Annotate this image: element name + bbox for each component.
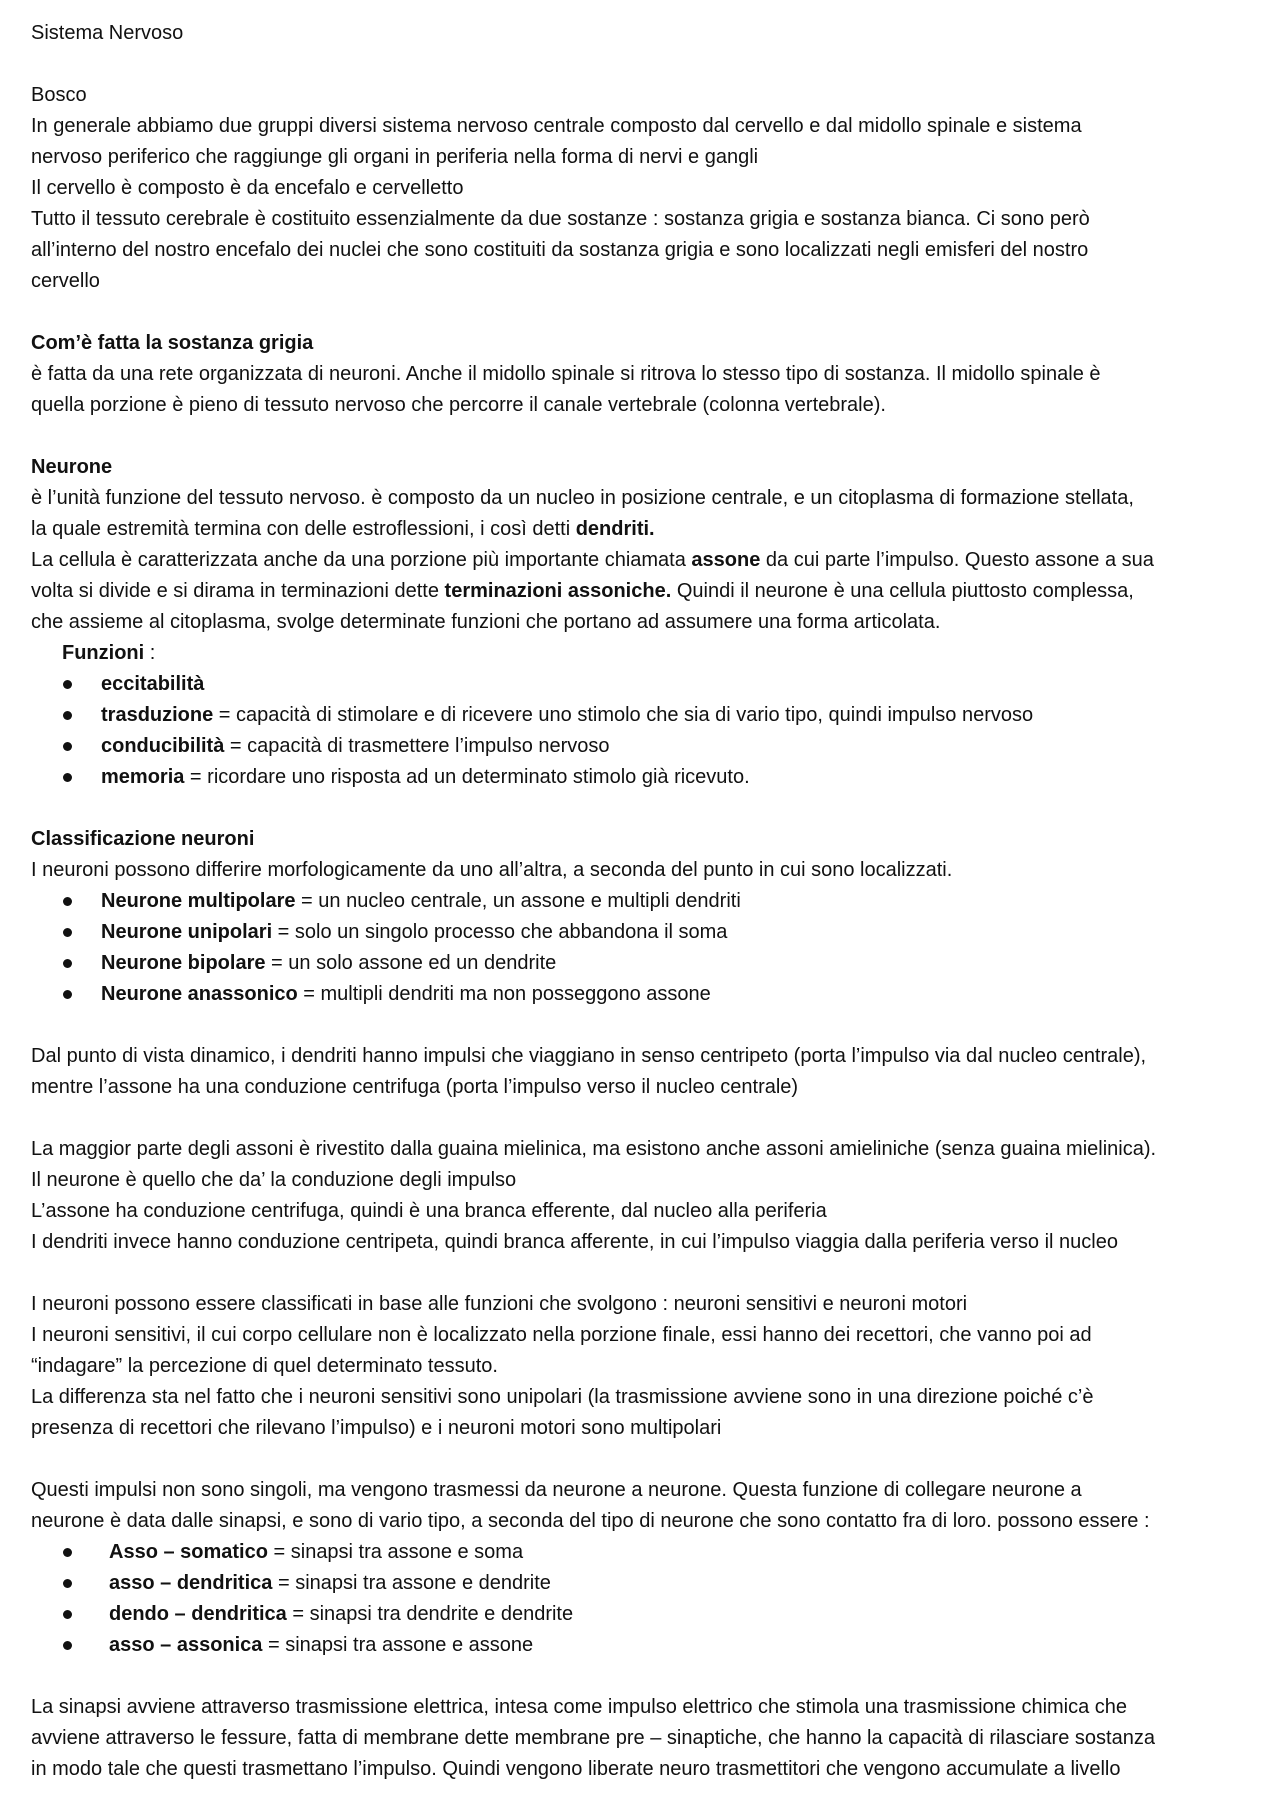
list-item	[31, 1599, 1263, 1630]
bold-term: Neurone anassonico	[101, 983, 298, 1005]
bullet-icon	[63, 959, 72, 968]
paragraph-line	[31, 576, 1263, 607]
item-desc: = solo un singolo processo che abbandona il soma	[272, 921, 728, 943]
item-desc: = multipli dendriti ma non posseggono assone	[297, 983, 711, 1005]
spacer	[31, 297, 1263, 328]
text-run: Quindi il neurone è una cellula piuttosto complessa,	[671, 580, 1134, 602]
list-item	[31, 1630, 1263, 1661]
bullet-icon	[63, 711, 72, 720]
bold-term: asso – dendritica	[109, 1572, 273, 1594]
bold-term: conducibilità	[101, 735, 225, 757]
text-run: la quale estremità termina con delle estroflessioni, i così detti	[31, 518, 576, 540]
paragraph-line: in modo tale che questi trasmettano l’impulso. Quindi vengono liberate neuro trasmettitori che vengono accumulate a livello	[31, 1758, 1121, 1780]
bullet-icon	[63, 1610, 72, 1619]
paragraph-line: Il neurone è quello che da’ la conduzione degli impulso	[31, 1169, 517, 1191]
paragraph-line: I neuroni possono differire morfologicamente da uno all’altra, a seconda del punto in cui sono localizzati.	[31, 859, 953, 881]
spacer	[31, 1010, 1263, 1041]
bold-term: assone	[691, 549, 761, 571]
mielina-paragraph	[31, 1134, 1263, 1258]
item-desc: = sinapsi tra assone e assone	[262, 1634, 534, 1656]
funzionale-paragraph	[31, 1289, 1263, 1444]
text-run: da cui parte l’impulso. Questo assone a sua	[760, 549, 1154, 571]
paragraph-line: Dal punto di vista dinamico, i dendriti hanno impulsi che viaggiano in senso centripeto (porta l’impulso via dal nucleo centrale),	[31, 1045, 1147, 1067]
bold-term: asso – assonica	[109, 1634, 263, 1656]
paragraph-line: quella porzione è pieno di tessuto nervoso che percorre il canale vertebrale (colonna vertebrale).	[31, 394, 886, 416]
bold-term: trasduzione	[101, 704, 214, 726]
spacer	[31, 421, 1263, 452]
spacer	[31, 1103, 1263, 1134]
item-desc: = sinapsi tra assone e soma	[267, 1541, 524, 1563]
item-desc: = un nucleo centrale, un assone e multipli dendriti	[295, 890, 741, 912]
spacer	[31, 1444, 1263, 1475]
paragraph-line: I neuroni possono essere classificati in base alle funzioni che svolgono : neuroni sensitivi e neuroni motori	[31, 1293, 968, 1315]
list-item	[31, 1537, 1263, 1568]
bold-term: terminazioni assoniche.	[444, 580, 672, 602]
text-run: :	[144, 642, 156, 664]
bullet-icon	[63, 928, 72, 937]
paragraph-line: cervello	[31, 270, 100, 292]
section-sostanza-grigia	[31, 328, 1263, 421]
list-item	[31, 1568, 1263, 1599]
list-item	[31, 948, 1263, 979]
section-neurone	[31, 452, 1263, 793]
bold-term: Neurone bipolare	[101, 952, 266, 974]
spacer	[31, 793, 1263, 824]
paragraph-line: all’interno del nostro encefalo dei nuclei che sono costituiti da sostanza grigia e sono localizzati negli emisferi del nostro	[31, 239, 1089, 261]
bold-term: Neurone unipolari	[101, 921, 273, 943]
bullet-icon	[63, 1548, 72, 1557]
dinamico-paragraph	[31, 1041, 1263, 1103]
bold-term: dendo – dendritica	[109, 1603, 287, 1625]
section-heading: Neurone	[31, 456, 113, 478]
bold-term: Asso – somatico	[109, 1541, 268, 1563]
document-page	[31, 18, 1263, 1785]
item-desc: = sinapsi tra assone e dendrite	[272, 1572, 551, 1594]
list-item	[31, 700, 1263, 731]
list-item	[31, 886, 1263, 917]
classificazione-list	[31, 886, 1263, 1010]
item-desc: = ricordare uno risposta ad un determinato stimolo già ricevuto.	[184, 766, 750, 788]
funzioni-list	[31, 669, 1263, 793]
paragraph-line: avviene attraverso le fessure, fatta di membrane dette membrane pre – sinaptiche, che hanno la capacità di rilasciare sostanza	[31, 1727, 1155, 1749]
bullet-icon	[63, 897, 72, 906]
spacer	[31, 1661, 1263, 1692]
funzioni-label	[31, 638, 1263, 669]
section-heading: Classificazione neuroni	[31, 828, 255, 850]
paragraph-line: La sinapsi avviene attraverso trasmissione elettrica, intesa come impulso elettrico che stimola una trasmissione chimica che	[31, 1696, 1128, 1718]
paragraph-line: nervoso periferico che raggiunge gli organi in periferia nella forma di nervi e gangli	[31, 146, 759, 168]
list-item	[31, 762, 1263, 793]
paragraph-line	[31, 545, 1263, 576]
item-desc: = capacità di stimolare e di ricevere uno stimolo che sia di vario tipo, quindi impulso nervoso	[213, 704, 1034, 726]
paragraph-line: I neuroni sensitivi, il cui corpo cellulare non è localizzato nella porzione finale, essi hanno dei recettori, che vanno poi ad	[31, 1324, 1092, 1346]
bullet-icon	[63, 680, 72, 689]
paragraph-line: che assieme al citoplasma, svolge determinate funzioni che portano ad assumere una forma articolata.	[31, 611, 941, 633]
bold-term: eccitabilità	[101, 673, 205, 695]
bold-term: Funzioni	[62, 642, 145, 664]
bullet-icon	[63, 990, 72, 999]
paragraph-line: L’assone ha conduzione centrifuga, quindi è una branca efferente, dal nucleo alla periferia	[31, 1200, 827, 1222]
list-item	[31, 669, 1263, 700]
paragraph-line: La maggior parte degli assoni è rivestito dalla guaina mielinica, ma esistono anche assoni amieliniche (senza guaina mielinica).	[31, 1138, 1157, 1160]
document-title: Sistema Nervoso	[31, 22, 184, 44]
paragraph-line: Questi impulsi non sono singoli, ma vengono trasmessi da neurone a neurone. Questa funzione di collegare neurone a	[31, 1479, 1082, 1501]
bullet-icon	[63, 742, 72, 751]
intro-paragraph	[31, 111, 1263, 297]
section-classificazione	[31, 824, 1263, 1010]
trasmissione-paragraph	[31, 1692, 1263, 1785]
item-desc: = un solo assone ed un dendrite	[265, 952, 557, 974]
paragraph-line: In generale abbiamo due gruppi diversi sistema nervoso centrale composto dal cervello e dal midollo spinale e sistema	[31, 115, 1082, 137]
paragraph-line: neurone è data dalle sinapsi, e sono di vario tipo, a seconda del tipo di neurone che sono contatto fra di loro. possono essere :	[31, 1510, 1150, 1532]
bullet-icon	[63, 773, 72, 782]
paragraph-line: mentre l’assone ha una conduzione centrifuga (porta l’impulso verso il nucleo centrale)	[31, 1076, 799, 1098]
paragraph-line: è l’unità funzione del tessuto nervoso. è composto da un nucleo in posizione centrale, e un citoplasma di formazione stellata,	[31, 487, 1134, 509]
item-desc: = sinapsi tra dendrite e dendrite	[286, 1603, 574, 1625]
paragraph-line: I dendriti invece hanno conduzione centripeta, quindi branca afferente, in cui l’impulso viaggia dalla periferia verso il nucleo	[31, 1231, 1118, 1253]
paragraph-line: La differenza sta nel fatto che i neuroni sensitivi sono unipolari (la trasmissione avviene sono in una direzione poiché c’è	[31, 1386, 1094, 1408]
item-desc: = capacità di trasmettere l’impulso nervoso	[224, 735, 610, 757]
paragraph-line: Il cervello è composto è da encefalo e cervelletto	[31, 177, 464, 199]
spacer	[31, 1258, 1263, 1289]
bold-term: memoria	[101, 766, 185, 788]
text-run: volta si divide e si dirama in terminazioni dette	[31, 580, 445, 602]
bullet-icon	[63, 1579, 72, 1588]
paragraph-line	[31, 514, 1263, 545]
author-name: Bosco	[31, 84, 87, 106]
paragraph-line: è fatta da una rete organizzata di neuroni. Anche il midollo spinale si ritrova lo stesso tipo di sostanza. Il midollo spinale è	[31, 363, 1101, 385]
section-heading: Com’è fatta la sostanza grigia	[31, 332, 314, 354]
text-run: La cellula è caratterizzata anche da una porzione più importante chiamata	[31, 549, 692, 571]
bold-term: dendriti.	[575, 518, 655, 540]
list-item	[31, 917, 1263, 948]
section-sinapsi	[31, 1475, 1263, 1661]
bullet-icon	[63, 1641, 72, 1650]
list-item	[31, 979, 1263, 1010]
spacer	[31, 49, 1263, 80]
bold-term: Neurone multipolare	[101, 890, 296, 912]
paragraph-line: Tutto il tessuto cerebrale è costituito essenzialmente da due sostanze : sostanza grigia e sostanza bianca. Ci sono però	[31, 208, 1090, 230]
paragraph-line: “indagare” la percezione di quel determinato tessuto.	[31, 1355, 498, 1377]
sinapsi-list	[31, 1537, 1263, 1661]
list-item	[31, 731, 1263, 762]
paragraph-line: presenza di recettori che rilevano l’impulso) e i neuroni motori sono multipolari	[31, 1417, 722, 1439]
